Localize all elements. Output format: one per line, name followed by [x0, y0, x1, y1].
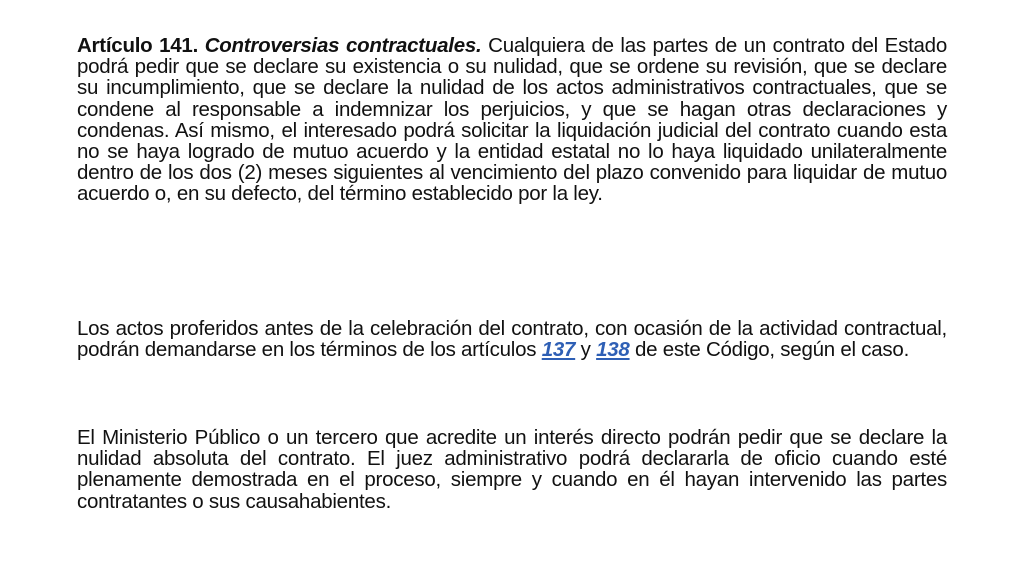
paragraph-2-text-after: de este Código, según el caso. — [635, 338, 910, 362]
paragraph-2-text-between: y — [580, 338, 591, 362]
article-paragraph-1 — [77, 35, 947, 205]
article-paragraph-3: El Ministerio Público o un tercero que acredite un interés directo podrán pedir que se declare la nulidad absoluta del contrato. El juez administrativo podrá declararla de oficio cuando esté plenamente demostrada en el proceso, siempre y cuando en él hayan intervenido las partes contratantes o sus causahabientes. — [77, 426, 947, 513]
article-138-link[interactable]: 138 — [596, 338, 630, 362]
article-number: Artículo 141. — [77, 34, 199, 57]
article-heading: Controversias contractuales. — [204, 34, 482, 57]
article-137-link[interactable]: 137 — [541, 338, 576, 362]
paragraph-2-text-before: Los actos proferidos antes de la celebración del contrato, con ocasión de la actividad contractual, podrán demandarse en los términos de los artículos — [77, 317, 947, 362]
article-paragraph-2 — [77, 318, 947, 360]
article-paragraph-1-body: Cualquiera de las partes de un contrato del Estado podrá pedir que se declare su existencia o su nulidad, que se ordene su revisión, que se declare su incumplimiento, que se declare la nulidad de los actos administrativos contractuales, que se condene al responsable a indemnizar los perjuicios, y que se hagan otras declaraciones y condenas. Así mismo, el interesado podrá solicitar la liquidación judicial del contrato cuando esta no se haya logrado de mutuo acuerdo y la entidad estatal no lo haya liquidado unilateralmente dentro de los dos (2) meses siguientes al vencimiento del plazo convenido para liquidar de mutuo acuerdo o, en su defecto, del término establecido por la ley. — [77, 34, 947, 206]
